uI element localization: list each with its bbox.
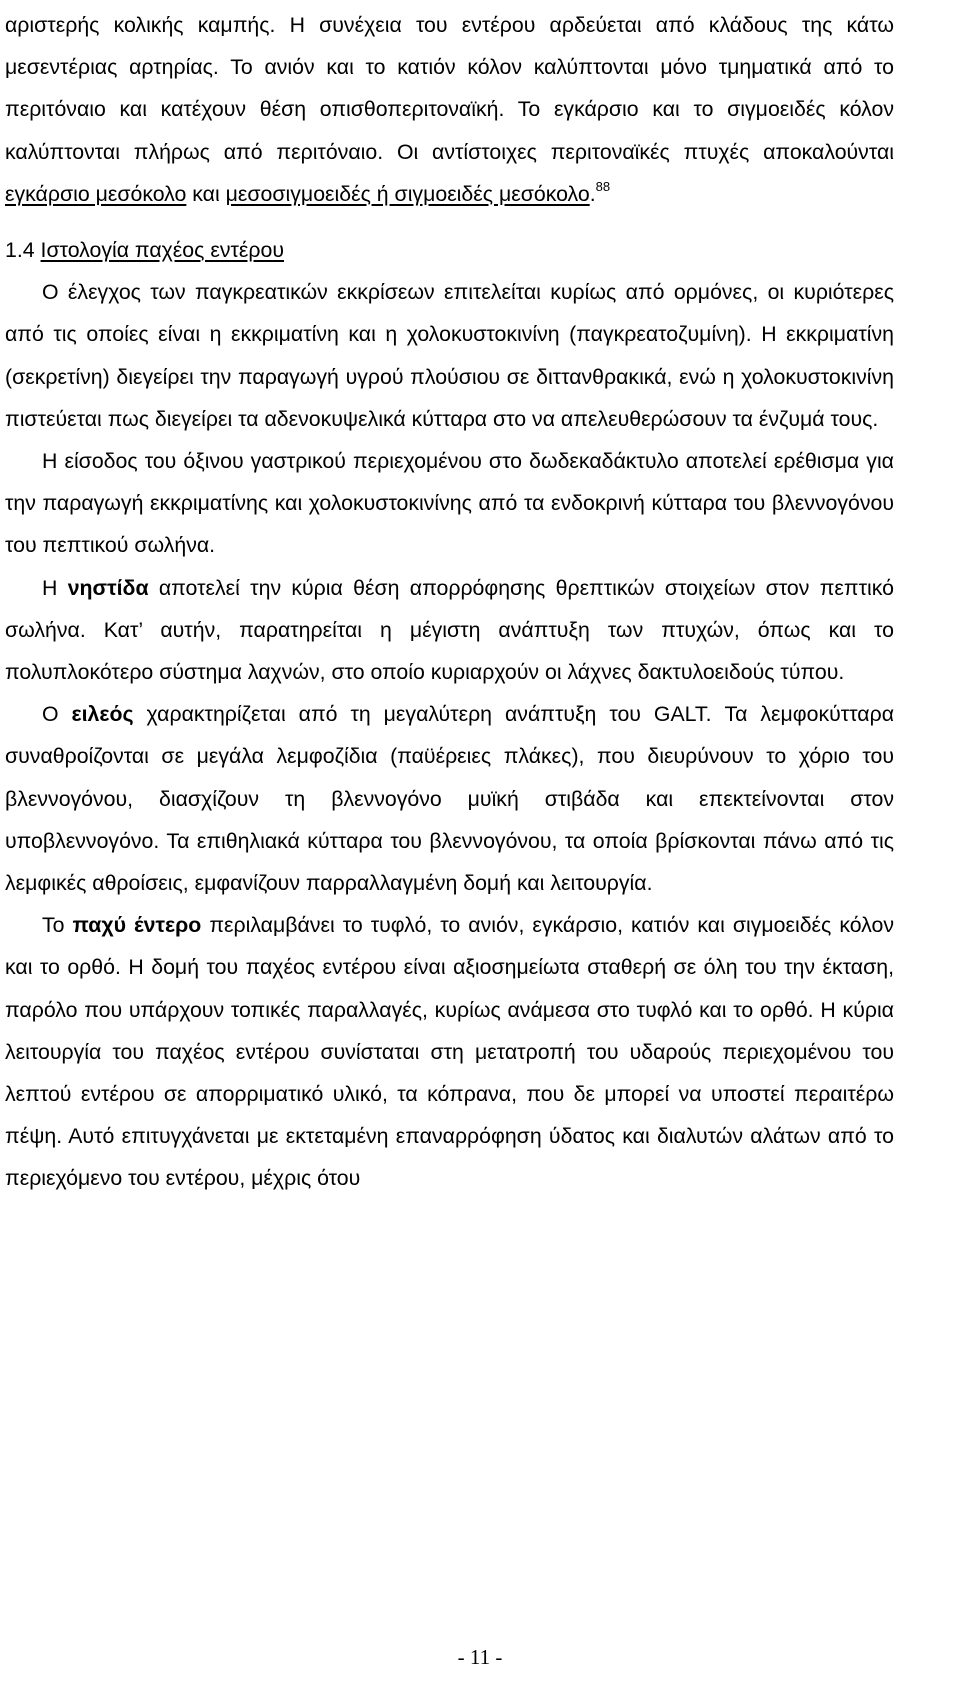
section-number: 1.4 xyxy=(5,238,41,263)
link-sigmoid-mesocolon[interactable]: μεσοσιγμοειδές ή σιγμοειδές μεσόκολο xyxy=(225,181,590,206)
paragraph-gastric-content: Η είσοδος του όξινου γαστρικού περιεχομένου στο δωδεκαδάκτυλο αποτελεί ερέθισμα για την παραγωγή εκκριματίνης και χολοκυστοκινίνης από τα ενδοκρινή κύτταρα του βλεννογόνου του πεπτικού σωλήνα. xyxy=(5,449,894,558)
intro-text-3: . xyxy=(589,181,596,206)
paragraph-pancreatic-secretion: Ο έλεγχος των παγκρεατικών εκκρίσεων επιτελείται κυρίως από ορμόνες, οι κυριότερες από τις οποίες είναι η εκκριματίνη και η χολοκυστοκινίνη (παγκρεατοζυμίνη). Η εκκριματίνη (σεκρετίνη) διεγείρει την παραγωγή υγρού πλούσιου σε διττανθρακικά, ενώ η χολοκυστοκινίνη πιστεύεται πως διεγείρει τα αδενοκυψελικά κύτταρα στο να απελευθερώσουν τα ένζυμά τους. xyxy=(5,280,894,431)
p3-pre: Η xyxy=(42,575,68,600)
intro-text-2: και xyxy=(186,181,226,206)
section-heading xyxy=(5,229,894,271)
p3-post: αποτελεί την κύρια θέση απορρόφησης θρεπτικών στοιχείων στον πεπτικό σωλήνα. Κατ’ αυτήν, παρατηρείται η μέγιστη ανάπτυξη των πτυχών, όπως και το πολυπλοκότερο σύστημα λαχνών, στο οποίο κυριαρχούν οι λάχνες δακτυλοειδούς τύπου. xyxy=(5,575,894,685)
intro-paragraph xyxy=(5,4,894,215)
term-jejunum: νηστίδα xyxy=(67,575,149,600)
p4-pre: Ο xyxy=(42,702,72,727)
page-number: - 11 - xyxy=(457,1645,503,1669)
paragraph-large-intestine xyxy=(5,904,894,1199)
paragraph-jejunum xyxy=(5,567,894,694)
section-title: Ιστολογία παχέος εντέρου xyxy=(40,238,284,263)
link-transverse-mesocolon[interactable]: εγκάρσιο μεσόκολο xyxy=(5,181,187,206)
p5-post: περιλαμβάνει το τυφλό, το ανιόν, εγκάρσιο, κατιόν και σιγμοειδές κόλον και το ορθό. Η δομή του παχέος εντέρου είναι αξιοσημείωτα σταθερή σε όλη του την έκταση, παρόλο που υπάρχουν τοπικές παραλλαγές, κυρίως ανάμεσα στο τυφλό και το ορθό. Η κύρια λειτουργία του παχέος εντέρου συνίσταται στη μετατροπή του υδαρούς περιεχομένου του λεπτού εντέρου σε απορριματικό υλικό, τα κόπρανα, που δε μπορεί να υποστεί περαιτέρω πέψη. Αυτό επιτυγχάνεται με εκτεταμένη επαναρρόφηση ύδατος και διαλυτών αλάτων από το περιεχόμενο του εντέρου, μέχρις ότου xyxy=(5,913,894,1191)
paragraph-ileum xyxy=(5,693,894,904)
document-page xyxy=(5,0,894,1200)
term-large-intestine: παχύ έντερο xyxy=(72,913,202,938)
footnote-reference[interactable]: 88 xyxy=(595,178,611,194)
p5-pre: Το xyxy=(42,913,73,938)
intro-text-1: αριστερής κολικής καμπής. Η συνέχεια του εντέρου αρδεύεται από κλάδους της κάτω μεσεντέριας αρτηρίας. Το ανιόν και το κατιόν κόλον καλύπτονται μόνο τμηματικά από το περιτόναιο και κατέχουν θέση οπισθοπεριτοναϊκή. Το εγκάρσιο και το σιγμοειδές κόλον καλύπτονται πλήρως από περιτόναιο. Οι αντίστοιχες περιτοναϊκές πτυχές αποκαλούνται xyxy=(5,13,894,164)
p4-post: χαρακτηρίζεται από τη μεγαλύτερη ανάπτυξη του GALT. Τα λεμφοκύτταρα συναθροίζονται σε μεγάλα λεμφοζίδια (παϋέρειες πλάκες), που διευρύνουν το χόριο του βλεννογόνου, διασχίζουν τη βλεννογόνο μυϊκή στιβάδα και επεκτείνονται στον υποβλεννογόνο. Τα επιθηλιακά κύτταρα του βλεννογόνου, τα οποία βρίσκονται πάνω από τις λεμφικές αθροίσεις, εμφανίζουν παρραλλαγμένη δομή και λειτουργία. xyxy=(5,702,895,896)
term-ileum: ειλεός xyxy=(71,702,134,727)
